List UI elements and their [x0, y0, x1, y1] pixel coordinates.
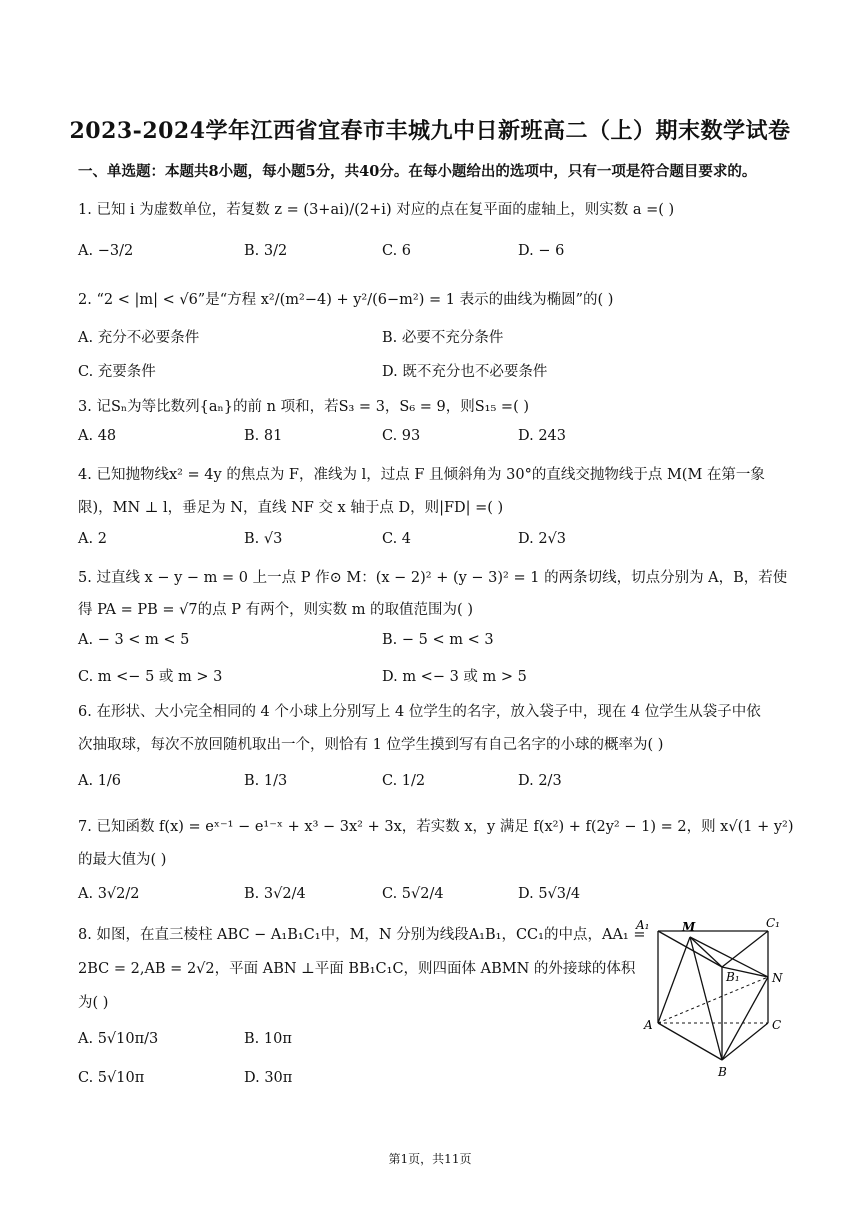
label-c: C [772, 1018, 782, 1032]
label-n: N [772, 971, 783, 985]
q3-option-b: B. 81 [244, 428, 283, 444]
question-8-line-3: 为( ) [78, 995, 109, 1011]
question-7-line-1: 7. 已知函数 f(x) = eˣ⁻¹ − e¹⁻ˣ + x³ − 3x² + 3x，若实数 x，y 满足 f(x²) + f(2y² − 1) = 2，则 x√(1 + y²) [78, 819, 794, 835]
label-m: M [682, 920, 696, 934]
q7-option-b: B. 3√2/4 [244, 886, 306, 902]
question-6-line-2: 次抽取球，每次不放回随机取出一个，则恰有 1 位学生摸到写有自己名字的小球的概率为( ) [78, 737, 664, 753]
q1-option-d: D. − 6 [518, 243, 565, 259]
q4-option-a: A. 2 [78, 531, 107, 547]
q7-option-d: D. 5√3/4 [518, 886, 581, 902]
question-8-line-2: 2BC = 2,AB = 2√2，平面 ABN ⊥平面 BB₁C₁C，则四面体 ABMN 的外接球的体积 [78, 961, 636, 977]
q3-option-c: C. 93 [382, 428, 421, 444]
q8-option-b: B. 10π [244, 1031, 292, 1047]
q5-option-b: B. − 5 < m < 3 [382, 632, 494, 648]
label-b1: B₁ [726, 970, 740, 984]
q7-option-a: A. 3√2/2 [78, 886, 140, 902]
exam-title: 2023-2024学年江西省宜春市丰城九中日新班高二（上）期末数学试卷 [69, 118, 791, 144]
q8-option-c: C. 5√10π [78, 1070, 145, 1086]
q2-option-d: D. 既不充分也不必要条件 [382, 364, 548, 380]
q7-option-c: C. 5√2/4 [382, 886, 444, 902]
q1-option-b: B. 3/2 [244, 243, 288, 259]
q5-option-a: A. − 3 < m < 5 [78, 632, 190, 648]
question-3: 3. 记Sₙ为等比数列{aₙ}的前 n 项和，若S₃ = 3，S₆ = 9，则S₁₅ =( ) [78, 399, 529, 415]
label-c1: C₁ [766, 916, 780, 930]
q1-option-c: C. 6 [382, 243, 412, 259]
question-4-line-2: 限)，MN ⊥ l，垂足为 N，直线 NF 交 x 轴于点 D，则|FD| =( ) [78, 500, 504, 516]
question-1: 1. 已知 i 为虚数单位，若复数 z = (3+ai)/(2+i) 对应的点在复平面的虚轴上，则实数 a =( ) [78, 202, 675, 218]
q2-option-a: A. 充分不必要条件 [78, 330, 200, 346]
section-heading: 一、单选题：本题共8小题，每小题5分，共40分。在每小题给出的选项中，只有一项是符合题目要求的。 [78, 163, 757, 180]
q8-option-d: D. 30π [244, 1070, 293, 1086]
q3-option-a: A. 48 [78, 428, 117, 444]
q3-option-d: D. 243 [518, 428, 567, 444]
q6-option-c: C. 1/2 [382, 773, 426, 789]
prism-figure [630, 915, 790, 1080]
label-b: B [718, 1065, 727, 1079]
question-6-line-1: 6. 在形状、大小完全相同的 4 个小球上分别写上 4 位学生的名字，放入袋子中，现在 4 位学生从袋子中依 [78, 704, 761, 720]
q2-option-b: B. 必要不充分条件 [382, 330, 504, 346]
page-footer: 第1页，共11页 [388, 1152, 472, 1166]
q4-option-d: D. 2√3 [518, 531, 567, 547]
q5-option-d: D. m <− 3 或 m > 5 [382, 669, 527, 685]
question-8-line-1: 8. 如图，在直三棱柱 ABC − A₁B₁C₁中，M，N 分别为线段A₁B₁，CC₁的中点，AA₁ = [78, 927, 646, 943]
q8-option-a: A. 5√10π/3 [78, 1031, 159, 1047]
q6-option-d: D. 2/3 [518, 773, 562, 789]
question-2: 2. “2 < |m| < √6”是“方程 x²/(m²−4) + y²/(6−m²) = 1 表示的曲线为椭圆”的( ) [78, 292, 614, 308]
q1-option-a: A. −3/2 [78, 243, 134, 259]
q4-option-b: B. √3 [244, 531, 283, 547]
question-4-line-1: 4. 已知抛物线x² = 4y 的焦点为 F，准线为 l，过点 F 且倾斜角为 30°的直线交抛物线于点 M(M 在第一象 [78, 467, 765, 483]
q2-option-c: C. 充要条件 [78, 364, 156, 380]
question-5-line-2: 得 PA = PB = √7的点 P 有两个，则实数 m 的取值范围为( ) [78, 602, 473, 618]
q6-option-b: B. 1/3 [244, 773, 288, 789]
q4-option-c: C. 4 [382, 531, 412, 547]
q5-option-c: C. m <− 5 或 m > 3 [78, 669, 223, 685]
question-5-line-1: 5. 过直线 x − y − m = 0 上一点 P 作⊙ M：(x − 2)² + (y − 3)² = 1 的两条切线，切点分别为 A，B，若使 [78, 570, 788, 586]
question-7-line-2: 的最大值为( ) [78, 852, 167, 868]
label-a: A [644, 1018, 653, 1032]
q6-option-a: A. 1/6 [78, 773, 122, 789]
label-a1: A₁ [636, 918, 650, 932]
